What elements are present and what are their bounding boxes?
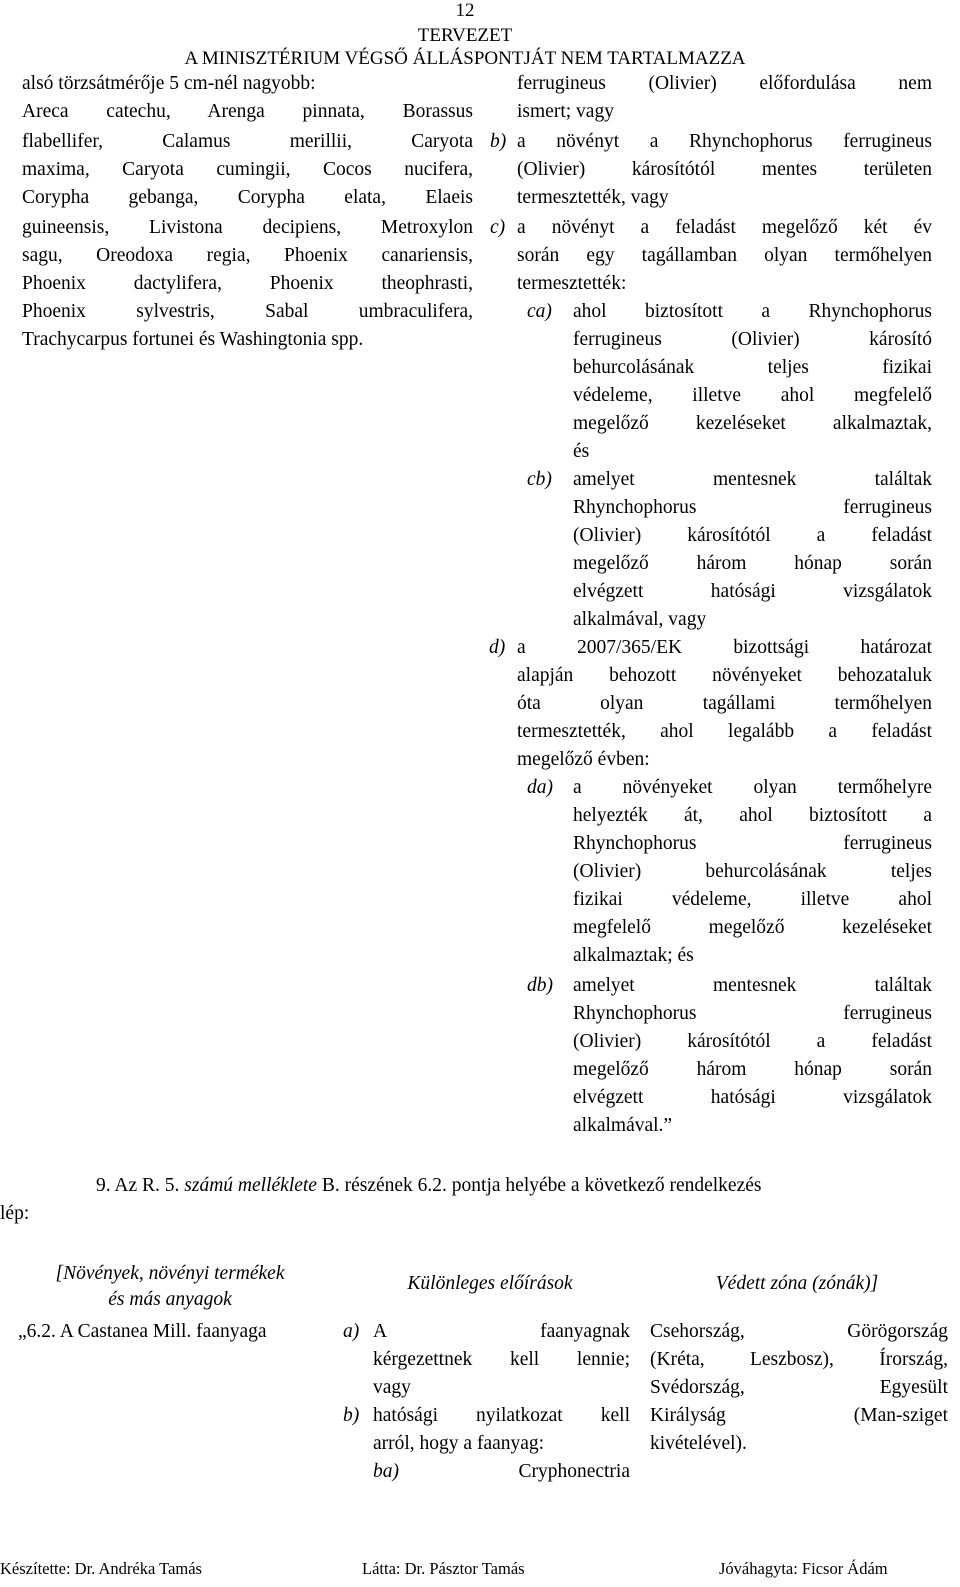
right-line: (Olivier) behurcolásának teljes: [573, 861, 932, 882]
right-line: elvégzett hatósági vizsgálatok: [573, 1087, 932, 1108]
right-line: Rhynchophorus ferrugineus: [573, 833, 932, 854]
page-number: 12: [455, 0, 475, 21]
row-a-line: vagy: [373, 1377, 411, 1398]
right-line: alkalmával.”: [573, 1115, 673, 1136]
right-line: során egy tagállamban olyan termőhelyen: [517, 245, 932, 266]
footer-approved-by: Jóváhagyta: Ficsor Ádám: [719, 1559, 888, 1578]
section-9-number: 9. Az R. 5.: [96, 1175, 185, 1196]
row-item-name: „6.2. A Castanea Mill. faanyaga: [18, 1321, 267, 1342]
protected-zone-line: Csehország, Görögország: [650, 1321, 948, 1342]
left-line: guineensis, Livistona decipiens, Metroxylon: [22, 217, 473, 238]
right-line: megelőző három hónap során: [573, 1059, 932, 1080]
protected-zone-line: kivételével).: [650, 1433, 747, 1454]
right-line: védeleme, illetve ahol megfelelő: [573, 385, 932, 406]
right-line: amelyet mentesnek találtak: [573, 469, 932, 490]
right-line: a növényeket olyan termőhelyre: [573, 777, 932, 798]
right-line: ahol biztosított a Rhynchophorus: [573, 301, 932, 322]
right-line: ismert; vagy: [517, 101, 614, 122]
right-line: amelyet mentesnek találtak: [573, 975, 932, 996]
item-marker-c: c): [490, 217, 506, 238]
right-line: megelőző kezeléseket alkalmaztak,: [573, 413, 932, 434]
section-9-paragraph: [96, 1174, 762, 1198]
section-9-rest: B. részének 6.2. pontja helyébe a következő rendelkezés: [316, 1175, 762, 1196]
section-9-continuation: lép:: [0, 1203, 30, 1224]
right-line: és: [573, 441, 590, 462]
draft-notice: A MINISZTÉRIUM VÉGSŐ ÁLLÁSPONTJÁT NEM TARTALMAZZA: [184, 48, 746, 69]
right-line: termesztették, ahol legalább a feladást: [517, 721, 932, 742]
right-line: (Olivier) károsítótól mentes területen: [517, 159, 932, 180]
right-line: Rhynchophorus ferrugineus: [573, 1003, 932, 1024]
item-marker-cb: cb): [527, 469, 552, 490]
col1-header-line: és más anyagok: [108, 1289, 232, 1310]
protected-zone-line: Svédország, Egyesült: [650, 1377, 948, 1398]
left-line: Phoenix dactylifera, Phoenix theophrasti,: [22, 273, 473, 294]
row-ba-marker: ba): [373, 1461, 399, 1482]
col1-header-line: [Növények, növényi termékek: [55, 1263, 285, 1284]
row-a-line: A faanyagnak: [373, 1321, 630, 1342]
right-line: ferrugineus (Olivier) előfordulása nem: [517, 73, 932, 94]
item-marker-d: d): [489, 637, 506, 658]
footer-prepared-by: Készítette: Dr. Andréka Tamás: [0, 1559, 202, 1578]
right-line: a 2007/365/EK bizottsági határozat: [517, 637, 932, 658]
right-line: alkalmával, vagy: [573, 609, 707, 630]
left-line: Corypha gebanga, Corypha elata, Elaeis: [22, 187, 473, 208]
left-line: flabellifer, Calamus merillii, Caryota: [22, 131, 473, 152]
left-line: alsó törzsátmérője 5 cm-nél nagyobb:: [22, 73, 316, 94]
right-line: fizikai védeleme, illetve ahol: [573, 889, 932, 910]
right-line: termesztették, vagy: [517, 187, 669, 208]
right-line: a növényt a feladást megelőző két év: [517, 217, 932, 238]
right-line: megelőző évben:: [517, 749, 650, 770]
row-b-line: hatósági nyilatkozat kell: [373, 1405, 630, 1426]
item-marker-ca: ca): [527, 301, 552, 322]
item-marker-b: b): [490, 131, 507, 152]
right-line: behurcolásának teljes fizikai: [573, 357, 932, 378]
row-a-line: kérgezettnek kell lennie;: [373, 1349, 630, 1370]
right-line: elvégzett hatósági vizsgálatok: [573, 581, 932, 602]
left-line: Phoenix sylvestris, Sabal umbraculifera,: [22, 301, 473, 322]
footer-reviewed-by: Látta: Dr. Pásztor Tamás: [362, 1559, 525, 1578]
right-line: (Olivier) károsítótól a feladást: [573, 525, 932, 546]
right-line: a növényt a Rhynchophorus ferrugineus: [517, 131, 932, 152]
col2-header: Különleges előírások: [407, 1273, 573, 1294]
right-line: alkalmaztak; és: [573, 945, 694, 966]
right-line: megfelelő megelőző kezeléseket: [573, 917, 932, 938]
left-line: maxima, Caryota cumingii, Cocos nucifera,: [22, 159, 473, 180]
col3-header: Védett zóna (zónák)]: [715, 1273, 879, 1294]
right-line: helyezték át, ahol biztosított a: [573, 805, 932, 826]
right-line: óta olyan tagállami termőhelyen: [517, 693, 932, 714]
draft-label: TERVEZET: [417, 25, 513, 46]
right-line: (Olivier) károsítótól a feladást: [573, 1031, 932, 1052]
right-line: termesztették:: [517, 273, 627, 294]
row-b-marker: b): [343, 1405, 360, 1426]
row-ba-text: Cryphonectria: [518, 1461, 630, 1482]
row-b-line: arról, hogy a faanyag:: [373, 1433, 545, 1454]
protected-zone-line: Királyság (Man-sziget: [650, 1405, 948, 1426]
right-line: alapján behozott növényeket behozataluk: [517, 665, 932, 686]
left-line: Areca catechu, Arenga pinnata, Borassus: [22, 101, 473, 122]
protected-zone-line: (Kréta, Leszbosz), Írország,: [650, 1349, 948, 1370]
section-9-italic: számú melléklete: [184, 1175, 317, 1196]
item-marker-db: db): [527, 975, 553, 996]
right-line: megelőző három hónap során: [573, 553, 932, 574]
row-a-marker: a): [343, 1321, 360, 1342]
item-marker-da: da): [527, 777, 553, 798]
right-line: Rhynchophorus ferrugineus: [573, 497, 932, 518]
left-line: Trachycarpus fortunei és Washingtonia spp.: [22, 329, 364, 350]
left-line: sagu, Oreodoxa regia, Phoenix canariensis,: [22, 245, 473, 266]
right-line: ferrugineus (Olivier) károsító: [573, 329, 932, 350]
